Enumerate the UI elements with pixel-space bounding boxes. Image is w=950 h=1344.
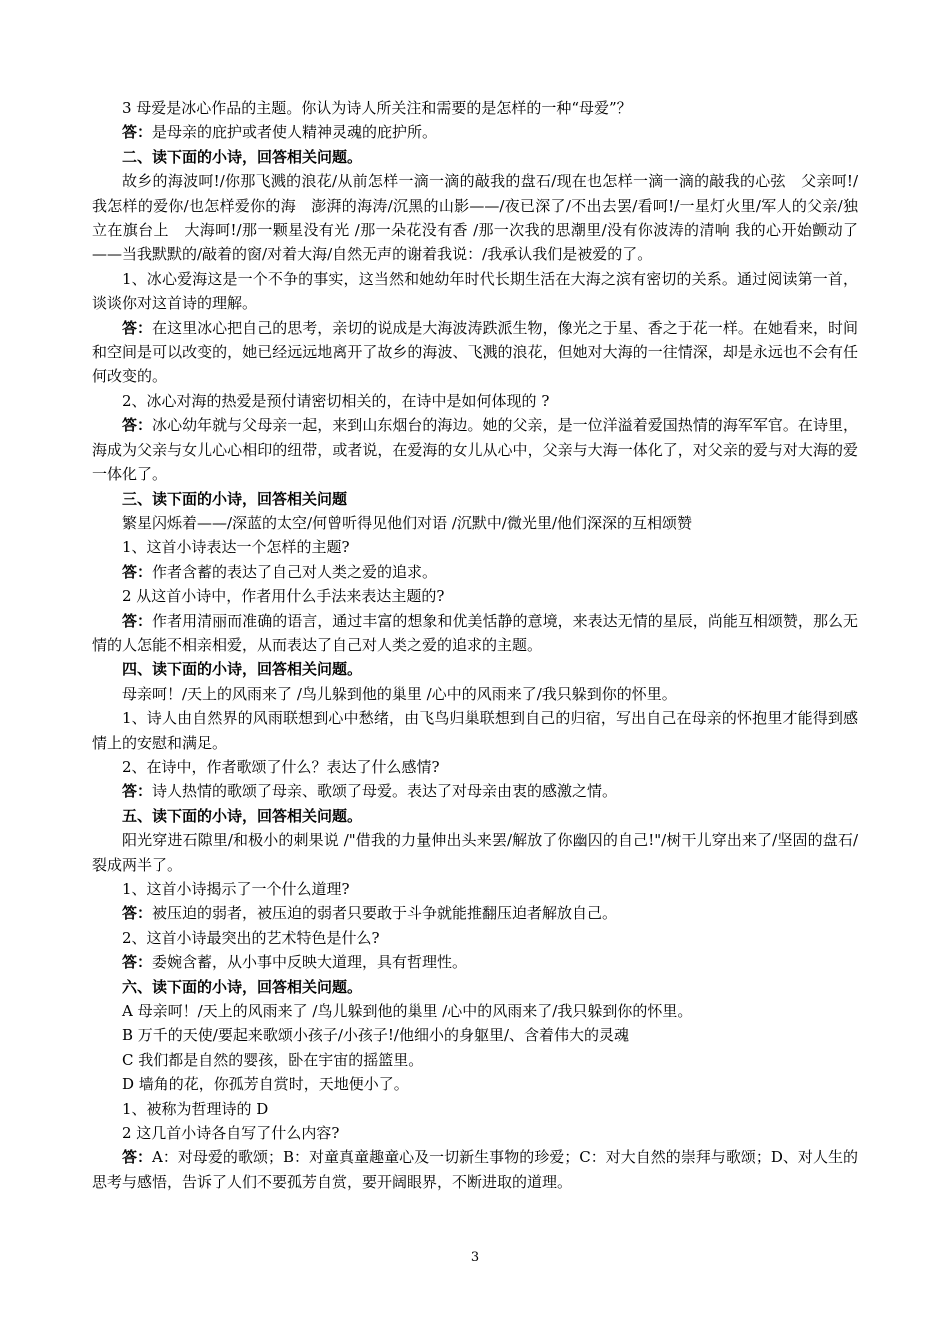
answer-paragraph xyxy=(92,120,858,144)
answer-text: 委婉含蓄，从小事中反映大道理，具有哲理性。 xyxy=(152,953,468,972)
answer-text: 是母亲的庇护或者使人精神灵魂的庇护所。 xyxy=(152,123,438,142)
answer-label: 答： xyxy=(122,1148,153,1167)
answer-paragraph xyxy=(92,560,858,584)
answer-text: 诗人热情的歌颂了母亲、歌颂了母爱。表达了对母亲由衷的感激之情。 xyxy=(152,782,618,801)
answer-label: 答： xyxy=(122,953,153,972)
answer-label: 答： xyxy=(122,123,153,142)
paragraph: 1、冰心爱海这是一个不争的事实，这当然和她幼年时代长期生活在大海之滨有密切的关系。通过阅读第一首，谈谈你对这首诗的理解。 xyxy=(92,269,858,313)
section-heading: 二、读下面的小诗，回答相关问题。 xyxy=(122,147,363,166)
paragraph: 1、这首小诗表达一个怎样的主题? xyxy=(122,538,350,557)
answer-label: 答： xyxy=(122,611,153,630)
answer-text: 作者用清丽而准确的语言，通过丰富的想象和优美恬静的意境，来表达无情的星辰，尚能互相颂赞，那么无情的人怎能不相亲相爱，从而表达了自己对人类之爱的追求的主题。 xyxy=(92,611,858,654)
section-heading: 六、读下面的小诗，回答相关问题。 xyxy=(122,977,363,996)
answer-label: 答： xyxy=(122,416,153,435)
paragraph: B 万千的天使/要起来歌颂小孩子/小孩子!/他细小的身躯里/、含着伟大的灵魂 xyxy=(122,1026,630,1045)
answer-label: 答： xyxy=(122,562,153,581)
answer-paragraph xyxy=(92,413,858,486)
answer-text: 被压迫的弱者，被压迫的弱者只要敢于斗争就能推翻压迫者解放自己。 xyxy=(152,904,618,923)
document-body xyxy=(92,96,858,1194)
paragraph: 阳光穿进石隙里/和极小的刺果说 /"借我的力量伸出头来罢/解放了你幽囚的自己!"/树干儿穿出来了/坚固的盘石/裂成两半了。 xyxy=(92,831,858,874)
answer-text: 作者含蓄的表达了自己对人类之爱的追求。 xyxy=(152,562,438,581)
answer-paragraph xyxy=(92,950,858,974)
answer-paragraph xyxy=(92,779,858,803)
paragraph: 2、这首小诗最突出的艺术特色是什么? xyxy=(122,928,380,947)
paragraph: 3 母爱是冰心作品的主题。你认为诗人所关注和需要的是怎样的一种“母爱”？ xyxy=(122,99,632,117)
page-number: 3 xyxy=(470,1250,480,1265)
paragraph: D 墙角的花，你孤芳自赏时，天地便小了。 xyxy=(122,1075,409,1094)
paragraph: 母亲呵！/天上的风雨来了 /鸟儿躲到他的巢里 /心中的风雨来了/我只躲到你的怀里。 xyxy=(122,684,677,703)
paragraph: C 我们都是自然的婴孩，卧在宇宙的摇篮里。 xyxy=(122,1050,424,1069)
paragraph: 2 这几首小诗各自写了什么内容? xyxy=(122,1124,340,1143)
section-heading: 五、读下面的小诗，回答相关问题。 xyxy=(122,806,363,825)
paragraph: 1、这首小诗揭示了一个什么道理? xyxy=(122,880,350,898)
paragraph: 故乡的海波呵!/你那飞溅的浪花/从前怎样一滴一滴的敲我的盘石/现在也怎样一滴一滴的敲我的心弦 父亲呵!/我怎样的爱你/也怎样爱你的海 澎湃的海涛/沉黑的山影——/夜已深了/不出去罢/看呵!/一星灯火里/军人的父亲/独立在旗台上 大海呵!/那一颗星没有光 /那一朵花没有香 /那一次我的思潮里/没有你波涛的清响 我的心开始颤动了——当我默默的/敲着的窗/对着大海/自然无声的谢着我说：/我承认我们是被爱的了。 xyxy=(92,172,858,264)
paragraph: 2、冰心对海的热爱是预付请密切相关的，在诗中是如何体现的 ? xyxy=(122,391,550,410)
answer-paragraph xyxy=(92,1145,858,1194)
paragraph: 2、在诗中，作者歌颂了什么？表达了什么感情? xyxy=(122,757,440,776)
section-heading: 三、读下面的小诗，回答相关问题 xyxy=(122,489,348,508)
answer-paragraph xyxy=(92,609,858,658)
answer-paragraph xyxy=(92,316,858,389)
answer-paragraph xyxy=(92,901,858,925)
paragraph: 1、被称为哲理诗的 D xyxy=(122,1099,269,1118)
paragraph: 2 从这首小诗中，作者用什么手法来表达主题的? xyxy=(122,587,445,606)
answer-label: 答： xyxy=(122,782,153,801)
answer-text: 冰心幼年就与父母亲一起，来到山东烟台的海边。她的父亲，是一位洋溢着爱国热情的海军军官。在诗里，海成为父亲与女儿心心相印的纽带，或者说，在爱海的女儿从心中，父亲与大海一体化了，对父亲的爱与对大海的爱一体化了。 xyxy=(92,416,858,484)
answer-label: 答： xyxy=(122,904,153,923)
paragraph: 1、诗人由自然界的风雨联想到心中愁绪，由飞鸟归巢联想到自己的归宿，写出自己在母亲的怀抱里才能得到感情上的安慰和满足。 xyxy=(92,709,858,752)
section-heading: 四、读下面的小诗，回答相关问题。 xyxy=(122,660,363,679)
paragraph: A 母亲呵！/天上的风雨来了 /鸟儿躲到他的巢里 /心中的风雨来了/我只躲到你的怀里。 xyxy=(122,1002,693,1021)
paragraph: 繁星闪烁着——/深蓝的太空/何曾听得见他们对语 /沉默中/微光里/他们深深的互相颂赞 xyxy=(122,513,693,532)
answer-text: 在这里冰心把自己的思考，亲切的说成是大海波涛跌派生物，像光之于星、香之于花一样。在她看来，时间和空间是可以改变的，她已经远远地离开了故乡的海波、飞溅的浪花，但她对大海的一往情深，却是永远也不会有任何改变的。 xyxy=(92,318,858,386)
answer-label: 答： xyxy=(122,318,153,337)
answer-text: A：对母爱的歌颂；B：对童真童趣童心及一切新生事物的珍爱；C：对大自然的崇拜与歌颂；D、对人生的思考与感悟，告诉了人们不要孤芳自赏，要开阔眼界，不断进取的道理。 xyxy=(92,1148,858,1191)
